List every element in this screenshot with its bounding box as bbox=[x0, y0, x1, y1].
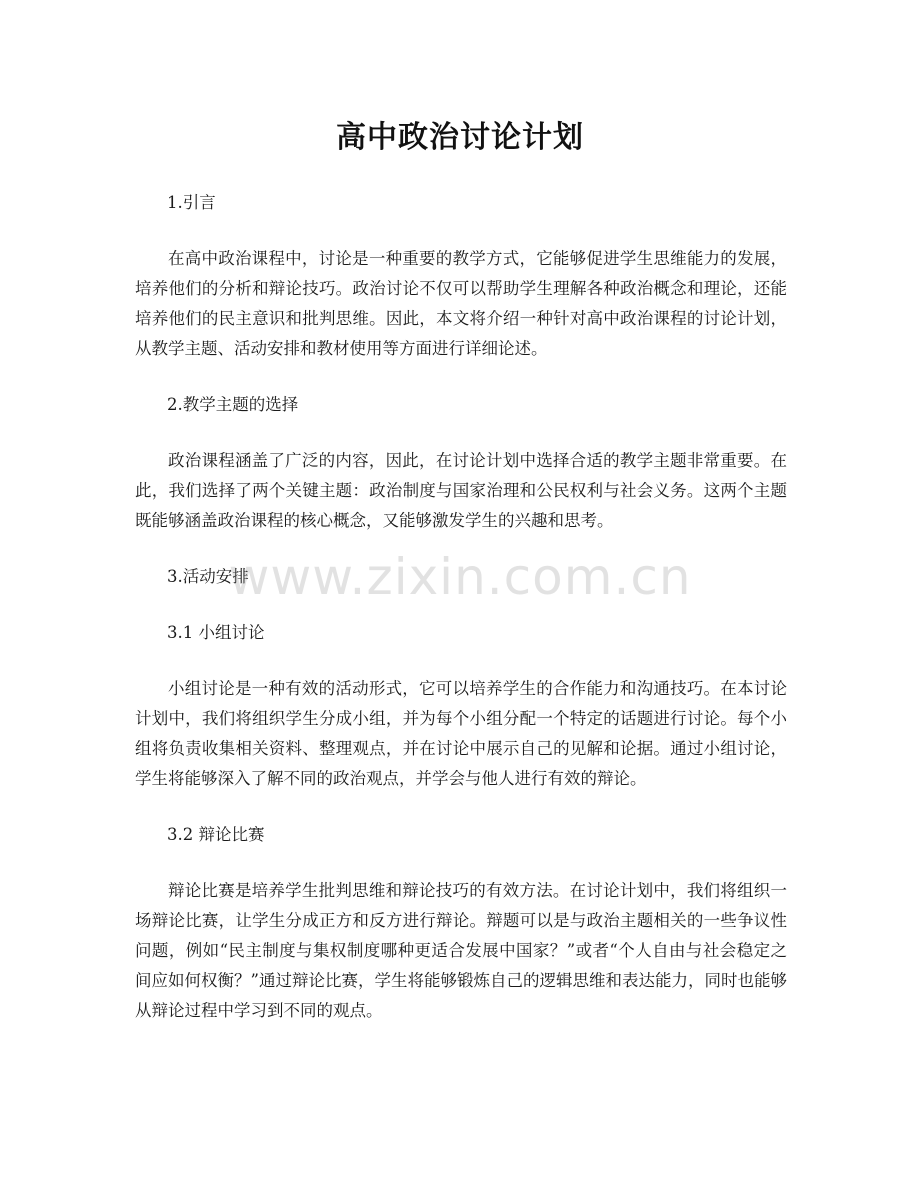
section-heading-group-discussion: 3.1 小组讨论 bbox=[167, 623, 265, 642]
section-heading-debate: 3.2 辩论比赛 bbox=[167, 825, 265, 844]
paragraph-introduction: 在高中政治课程中，讨论是一种重要的教学方式，它能够促进学生思维能力的发展，培养他们的分析和辩论技巧。政治讨论不仅可以帮助学生理解各种政治概念和理论，还能培养他们的民主意识和批判思维。因此，本文将介绍一种针对高中政治课程的讨论计划，从教学主题、活动安排和教材使用等方面进行详细论述。 bbox=[135, 249, 787, 358]
watermark: www.zixin.com.cn bbox=[228, 548, 692, 606]
section-heading-activities: 3.活动安排 bbox=[167, 567, 249, 586]
section-heading-topic-selection: 2.教学主题的选择 bbox=[167, 395, 299, 414]
paragraph-topic-selection: 政治课程涵盖了广泛的内容，因此，在讨论计划中选择合适的教学主题非常重要。在此，我们选择了两个关键主题：政治制度与国家治理和公民权利与社会义务。这两个主题既能够涵盖政治课程的核心概念，又能够激发学生的兴趣和思考。 bbox=[135, 451, 787, 530]
document-body bbox=[135, 188, 787, 1052]
paragraph-debate: 辩论比赛是培养学生批判思维和辩论技巧的有效方法。在讨论计划中，我们将组织一场辩论比赛，让学生分成正方和反方进行辩论。辩题可以是与政治主题相关的一些争议性问题，例如“民主制度与集权制度哪种更适合发展中国家？”或者“个人自由与社会稳定之间应如何权衡？”通过辩论比赛，学生将能够锻炼自己的逻辑思维和表达能力，同时也能够从辩论过程中学习到不同的观点。 bbox=[135, 881, 787, 1020]
paragraph-group-discussion: 小组讨论是一种有效的活动形式，它可以培养学生的合作能力和沟通技巧。在本讨论计划中，我们将组织学生分成小组，并为每个小组分配一个特定的话题进行讨论。每个小组将负责收集相关资料、整理观点，并在讨论中展示自己的见解和论据。通过小组讨论，学生将能够深入了解不同的政治观点，并学会与他人进行有效的辩论。 bbox=[135, 679, 787, 788]
section-heading-introduction: 1.引言 bbox=[167, 193, 216, 212]
document-title: 高中政治讨论计划 bbox=[336, 120, 584, 155]
